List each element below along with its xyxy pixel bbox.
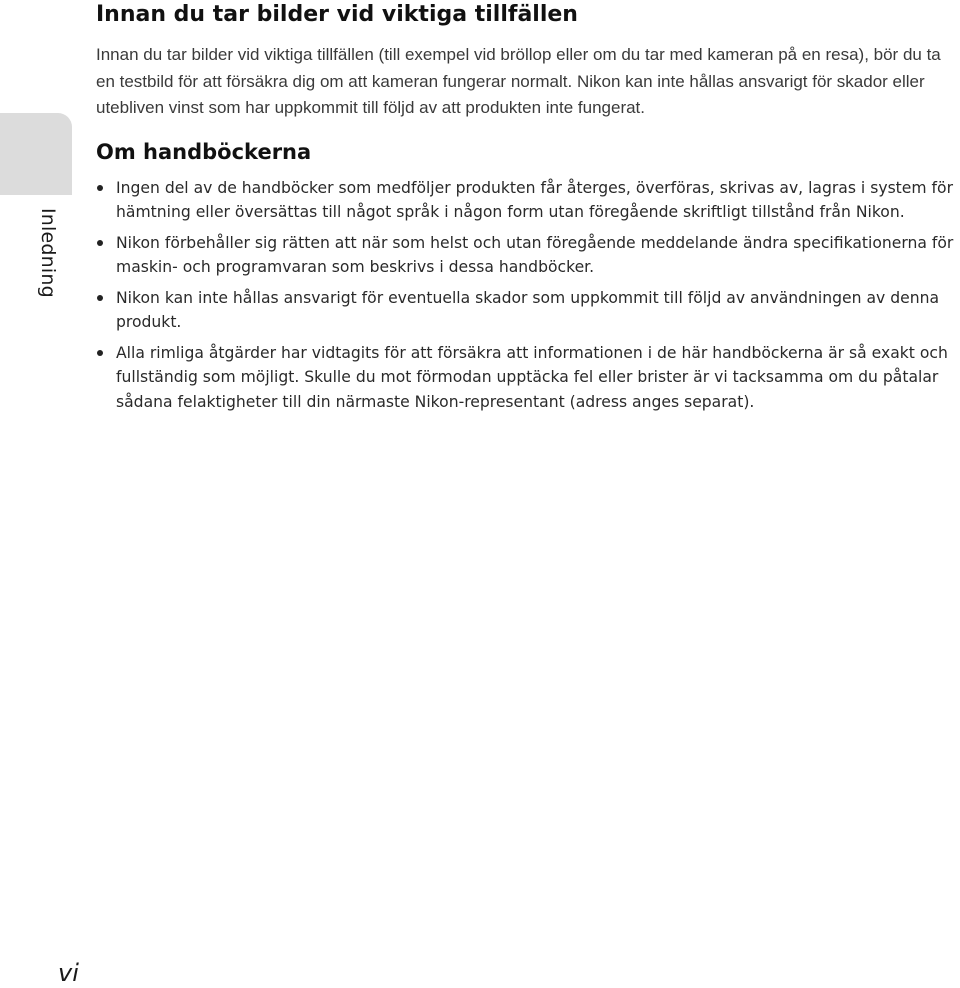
list-item-text: Ingen del av de handböcker som medföljer produkten får återges, överföras, skrivas av, lagras i system för hämtning eller översättas till något språk i någon form utan föregående skriftligt tillstånd från Nikon.: [116, 178, 953, 221]
section-title-about-manuals: Om handböckerna: [96, 139, 312, 164]
list-item-text: Nikon kan inte hållas ansvarigt för eventuella skador som uppkommit till följd av användningen av denna produkt.: [116, 288, 940, 331]
list-item: [96, 176, 958, 225]
list-item: [96, 341, 958, 415]
side-chapter-tab: [0, 113, 72, 195]
bullet-icon: [97, 295, 103, 301]
list-item-text: Nikon förbehåller sig rätten att när som helst och utan föregående meddelande ändra specifikationerna för maskin- och programvaran som beskrivs i dessa handböcker.: [116, 233, 954, 276]
list-item-text: Alla rimliga åtgärder har vidtagits för att försäkra att informationen i de här handböckerna är så exakt och fullständig som möjligt. Skulle du mot förmodan upptäcka fel eller brister är vi tacksamma om du påtalar sådana felaktigheter till din närmaste Nikon-representant (adress anges separat).: [116, 343, 948, 411]
bullet-icon: [97, 240, 103, 246]
section-title-before-shooting: Innan du tar bilder vid viktiga tillfällen: [96, 2, 578, 27]
list-item: [96, 286, 958, 335]
side-chapter-label: Inledning: [37, 208, 59, 298]
about-manuals-list: [96, 176, 956, 415]
bullet-icon: [97, 185, 103, 191]
page-content: [96, 0, 956, 420]
bullet-icon: [97, 350, 103, 356]
section-paragraph-before-shooting: Innan du tar bilder vid viktiga tillfällen (till exempel vid bröllop eller om du tar med kameran på en resa), bör du ta en testbild för att försäkra dig om att kameran fungerar normalt. Nikon kan inte hållas ansvarigt för skador eller utebliven vinst som har uppkommit till följd av att produkten inte fungerat.: [96, 45, 941, 117]
page-number: vi: [58, 959, 79, 987]
list-item: [96, 231, 958, 280]
